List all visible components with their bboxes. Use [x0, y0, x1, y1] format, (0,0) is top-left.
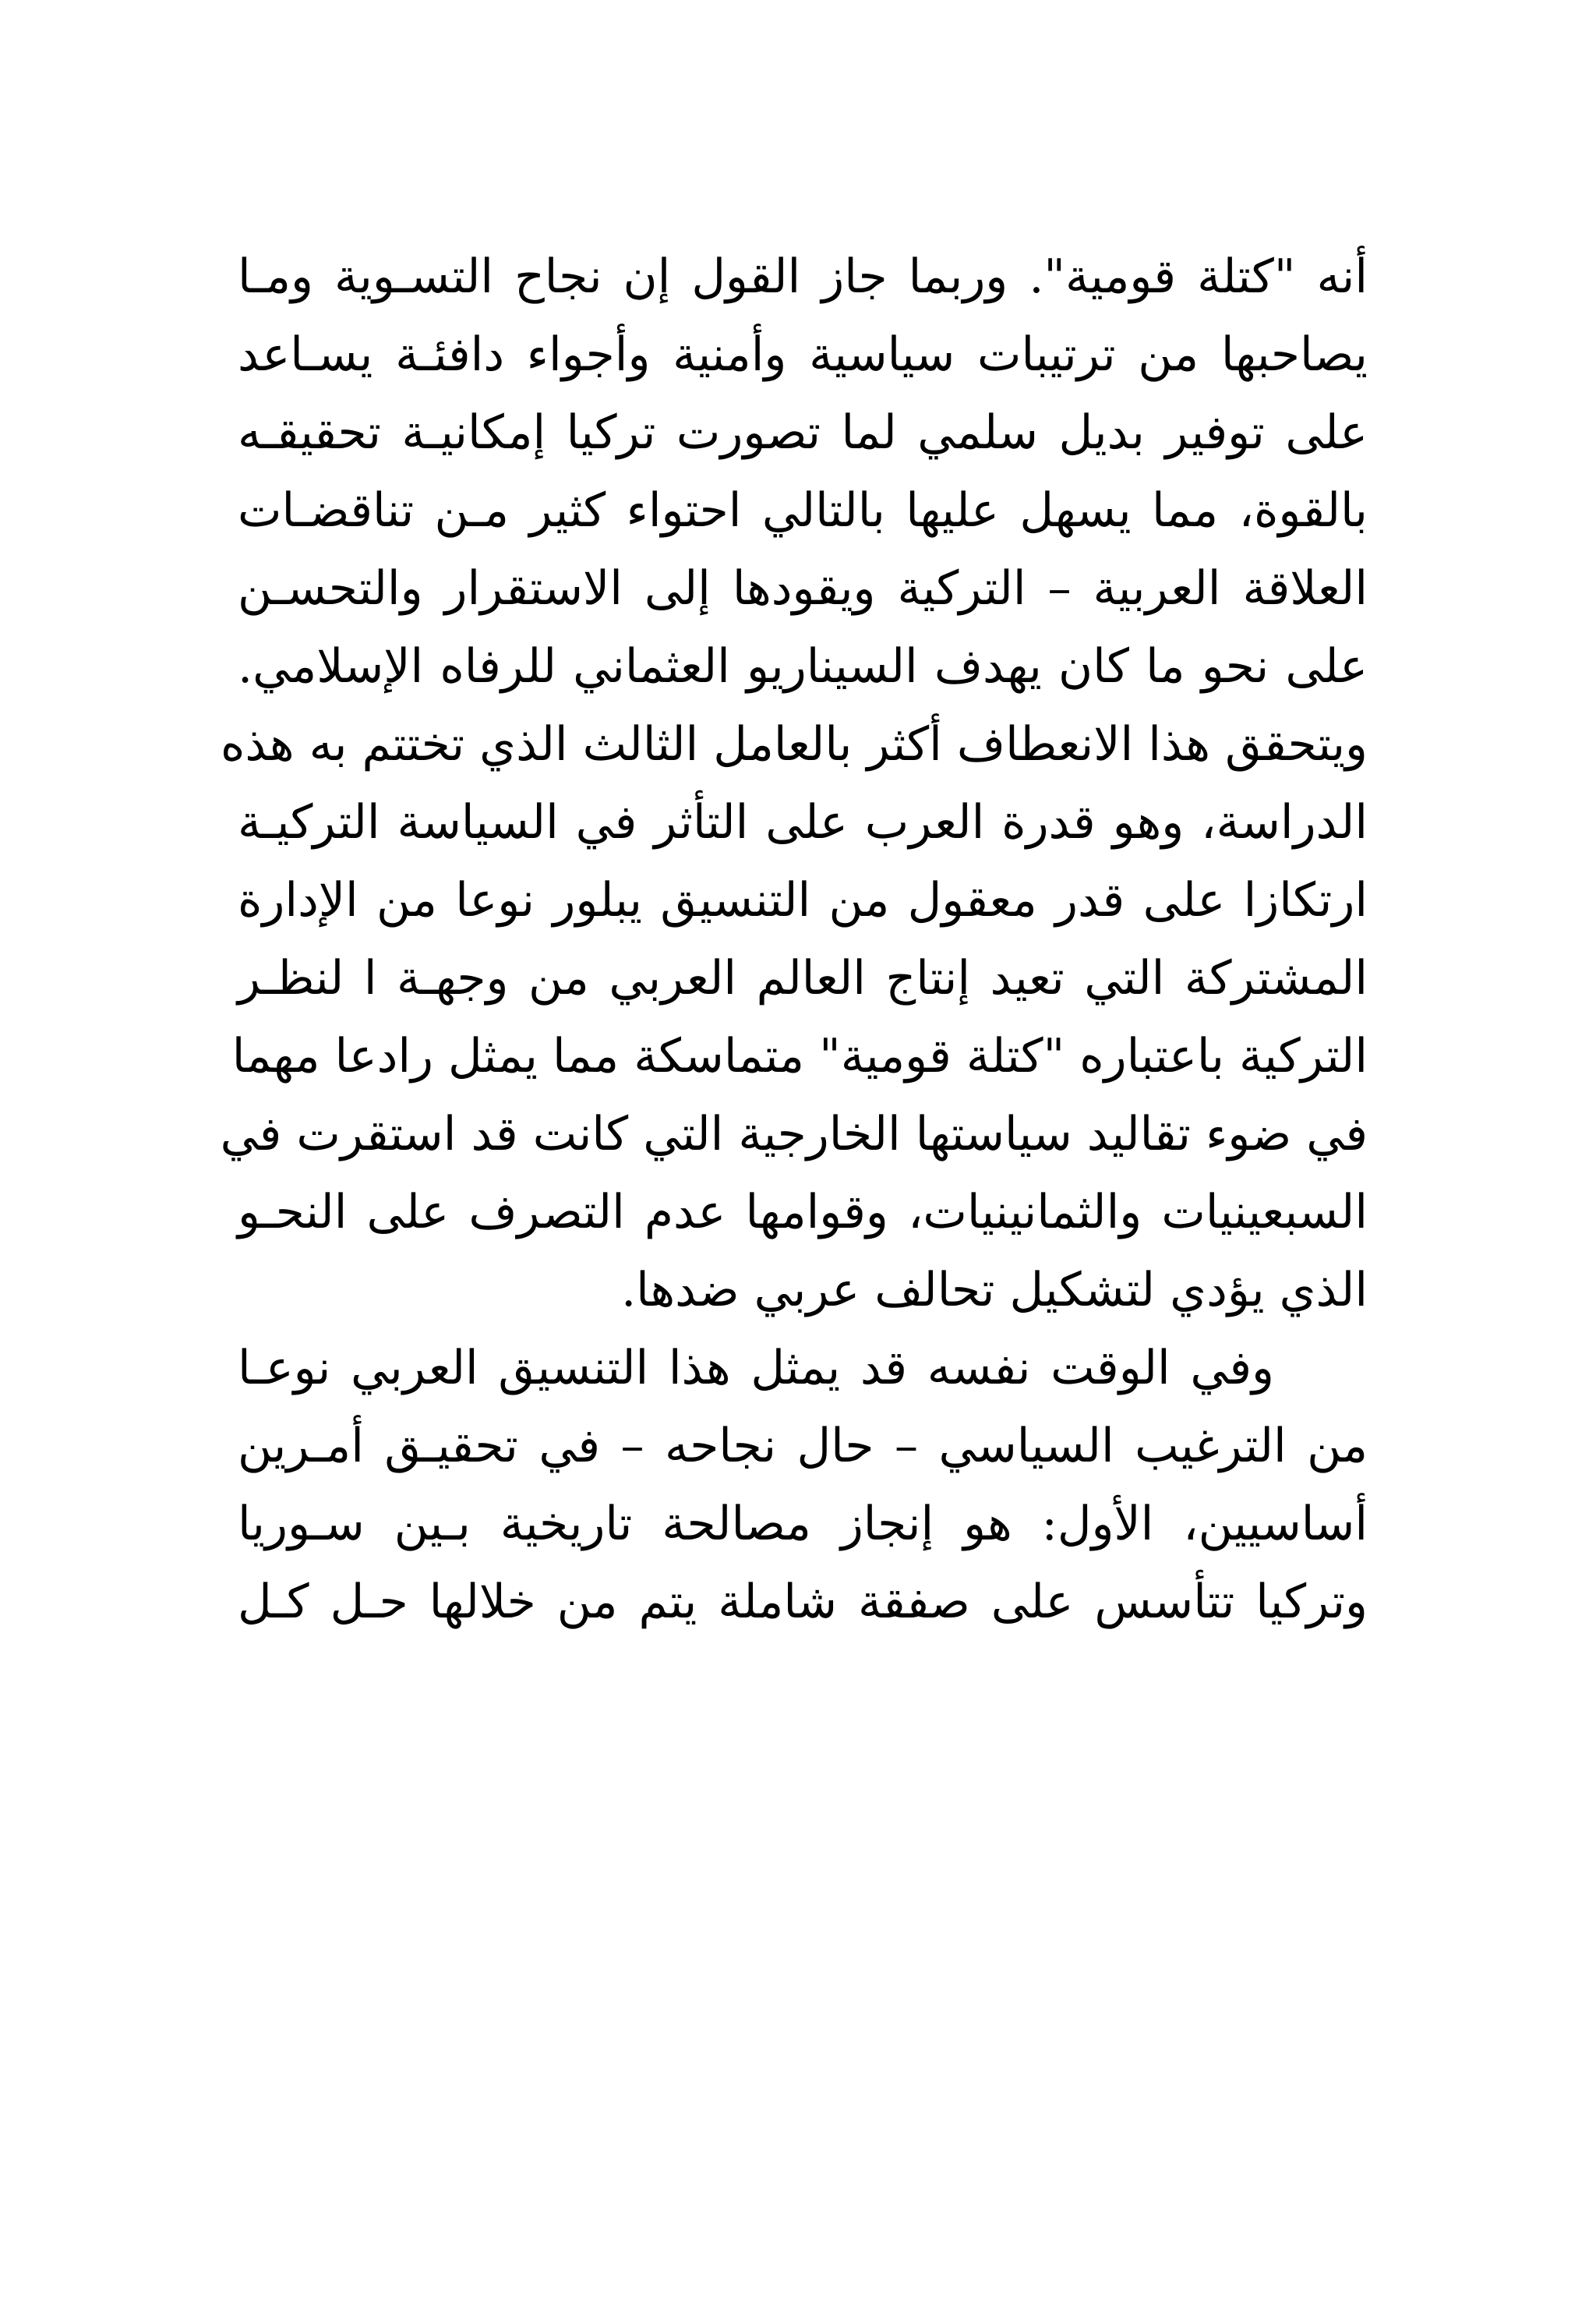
text-line: ارتكازا على قدر معقول من التنسيق يبلور نوعا من الإدارة	[238, 873, 1368, 928]
text-line: على نحو ما كان يهدف السيناريو العثماني للرفاه الإسلامي.	[238, 639, 1368, 694]
text-line: الدراسة، وهو قدرة العرب على التأثر في السياسة التركيـة	[238, 795, 1368, 850]
text-line: أنه "كتلة قومية". وربما جاز القول إن نجاح التسـوية ومـا	[238, 249, 1368, 304]
text-line: أساسيين، الأول: هو إنجاز مصالحة تاريخية بـين سـوريا	[238, 1497, 1368, 1551]
text-line: في ضوء تقاليد سياستها الخارجية التي كانت قد استقرت في	[220, 1107, 1368, 1161]
text-line: على توفير بديل سلمي لما تصورت تركيا إمكانيـة تحقيقـه	[238, 405, 1368, 460]
text-line: التركية باعتباره "كتلة قومية" متماسكة مما يمثل رادعا مهما	[231, 1029, 1368, 1084]
text-line: بالقوة، مما يسهل عليها بالتالي احتواء كثير مـن تناقضـات	[238, 483, 1368, 538]
text-line: ويتحقق هذا الانعطاف أكثر بالعامل الثالث الذي تختتم به هذه	[220, 717, 1368, 772]
text-line: المشتركة التي تعيد إنتاج العالم العربي من وجهـة ا لنظـر	[238, 951, 1368, 1006]
text-line: العلاقة العربية – التركية ويقودها إلى الاستقرار والتحسـن	[238, 561, 1368, 616]
text-line: وتركيا تتأسس على صفقة شاملة يتم من خلالها حـل كـل	[238, 1575, 1368, 1629]
paragraph-start-line: وفي الوقت نفسه قد يمثل هذا التنسيق العربي نوعـا	[238, 1341, 1274, 1395]
text-line: يصاحبها من ترتيبات سياسية وأمنية وأجواء دافئـة يسـاعد	[238, 327, 1368, 382]
paragraph-end-line: الذي يؤدي لتشكيل تحالف عربي ضدها.	[621, 1263, 1368, 1317]
text-line: من الترغيب السياسي – حال نجاحه – في تحقيـق أمـرين	[238, 1419, 1368, 1473]
text-line: السبعينيات والثمانينيات، وقوامها عدم التصرف على النحـو	[238, 1185, 1368, 1239]
